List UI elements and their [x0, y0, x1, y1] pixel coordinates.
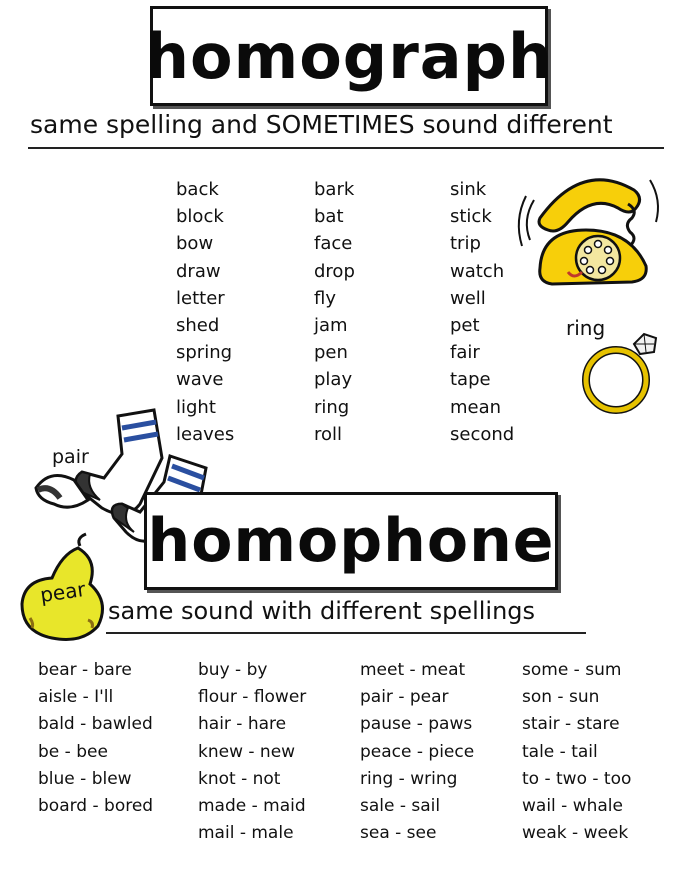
homograph-word: jam — [314, 314, 348, 336]
homophone-pair: be - bee — [38, 741, 108, 762]
homograph-word: stick — [450, 206, 492, 228]
homograph-column-2 — [314, 176, 355, 448]
homophone-pair: aisle - I'll — [38, 687, 114, 708]
homophone-pair: meet - meat — [360, 660, 466, 680]
homograph-word: wave — [176, 369, 224, 391]
homograph-word: fair — [450, 342, 480, 364]
homophone-underline — [106, 632, 586, 634]
homograph-word: draw — [176, 260, 221, 282]
homophone-pair: stair - stare — [522, 714, 620, 735]
homophone-pair: blue - blew — [38, 768, 132, 789]
homograph-word: block — [176, 206, 224, 228]
pear-label: pear — [38, 576, 87, 608]
homograph-word: spring — [176, 342, 233, 364]
homograph-title-box — [144, 6, 554, 106]
homograph-word: tape — [450, 369, 491, 391]
homophone-column-3 — [360, 657, 474, 847]
homophone-pair: hair - hare — [198, 714, 287, 735]
homophone-pair: son - sun — [522, 687, 600, 708]
homograph-underline — [28, 147, 664, 149]
homophone-pair: made - maid — [198, 795, 306, 816]
homophone-pair: bald - bawled — [38, 714, 153, 735]
homograph-word: back — [176, 179, 219, 200]
ring-illustration — [578, 326, 664, 416]
homograph-word: face — [314, 233, 353, 255]
homophone-pair: some - sum — [522, 660, 622, 680]
homophone-pair: tale - tail — [522, 741, 598, 762]
homograph-word: pen — [314, 342, 348, 364]
homograph-word: trip — [450, 233, 481, 255]
homograph-word: bat — [314, 206, 344, 228]
homograph-word: roll — [314, 423, 343, 445]
homograph-word: pet — [450, 314, 480, 336]
homograph-definition: same spelling and SOMETIMES sound different — [30, 110, 613, 139]
homophone-pair: peace - piece — [360, 741, 475, 762]
homograph-word: well — [450, 287, 486, 309]
homograph-word: letter — [176, 287, 225, 309]
homophone-pair: mail - male — [198, 823, 294, 844]
homograph-word: drop — [314, 260, 355, 282]
homophone-pair: board - bored — [38, 795, 154, 816]
homograph-title: homograph — [144, 19, 554, 93]
homophone-pair: pair - pear — [360, 687, 449, 708]
homophone-pair: ring - wring — [360, 768, 458, 789]
homograph-word: mean — [450, 396, 502, 418]
homophone-pair: flour - flower — [198, 687, 307, 708]
homophone-definition: same sound with different spellings — [108, 597, 536, 625]
homophone-pair: buy - by — [198, 660, 268, 680]
homophone-pair: wail - whale — [522, 795, 623, 816]
homograph-word: play — [314, 369, 353, 391]
homograph-word: leaves — [176, 423, 235, 445]
homograph-word: bow — [176, 233, 214, 255]
ring-label: ring — [566, 316, 606, 340]
homograph-word: shed — [176, 314, 220, 336]
homophone-pair: knew - new — [198, 741, 296, 762]
homophone-title-box — [144, 492, 558, 590]
homograph-word: bark — [314, 179, 355, 200]
homograph-word: ring — [314, 396, 350, 418]
homophone-title: homophone — [147, 506, 555, 576]
homophone-pair: knot - not — [198, 768, 281, 789]
telephone-illustration — [512, 160, 662, 310]
homograph-word: fly — [314, 287, 336, 309]
homograph-column-3 — [450, 176, 514, 448]
homophone-pair: weak - week — [522, 823, 629, 844]
pair-label: pair — [52, 446, 89, 468]
homograph-word: second — [450, 423, 515, 445]
homophone-column-4 — [522, 657, 631, 847]
homophone-column-1 — [38, 657, 153, 820]
homograph-word: watch — [450, 260, 505, 282]
homophone-pair: sale - sail — [360, 795, 441, 816]
homograph-word: sink — [450, 179, 487, 200]
homograph-word: light — [176, 396, 216, 418]
homophone-pair: sea - see — [360, 823, 437, 844]
homophone-pair: bear - bare — [38, 660, 132, 680]
homophone-pair: to - two - too — [522, 768, 632, 789]
homophone-column-2 — [198, 657, 306, 847]
homophone-pair: pause - paws — [360, 714, 473, 735]
